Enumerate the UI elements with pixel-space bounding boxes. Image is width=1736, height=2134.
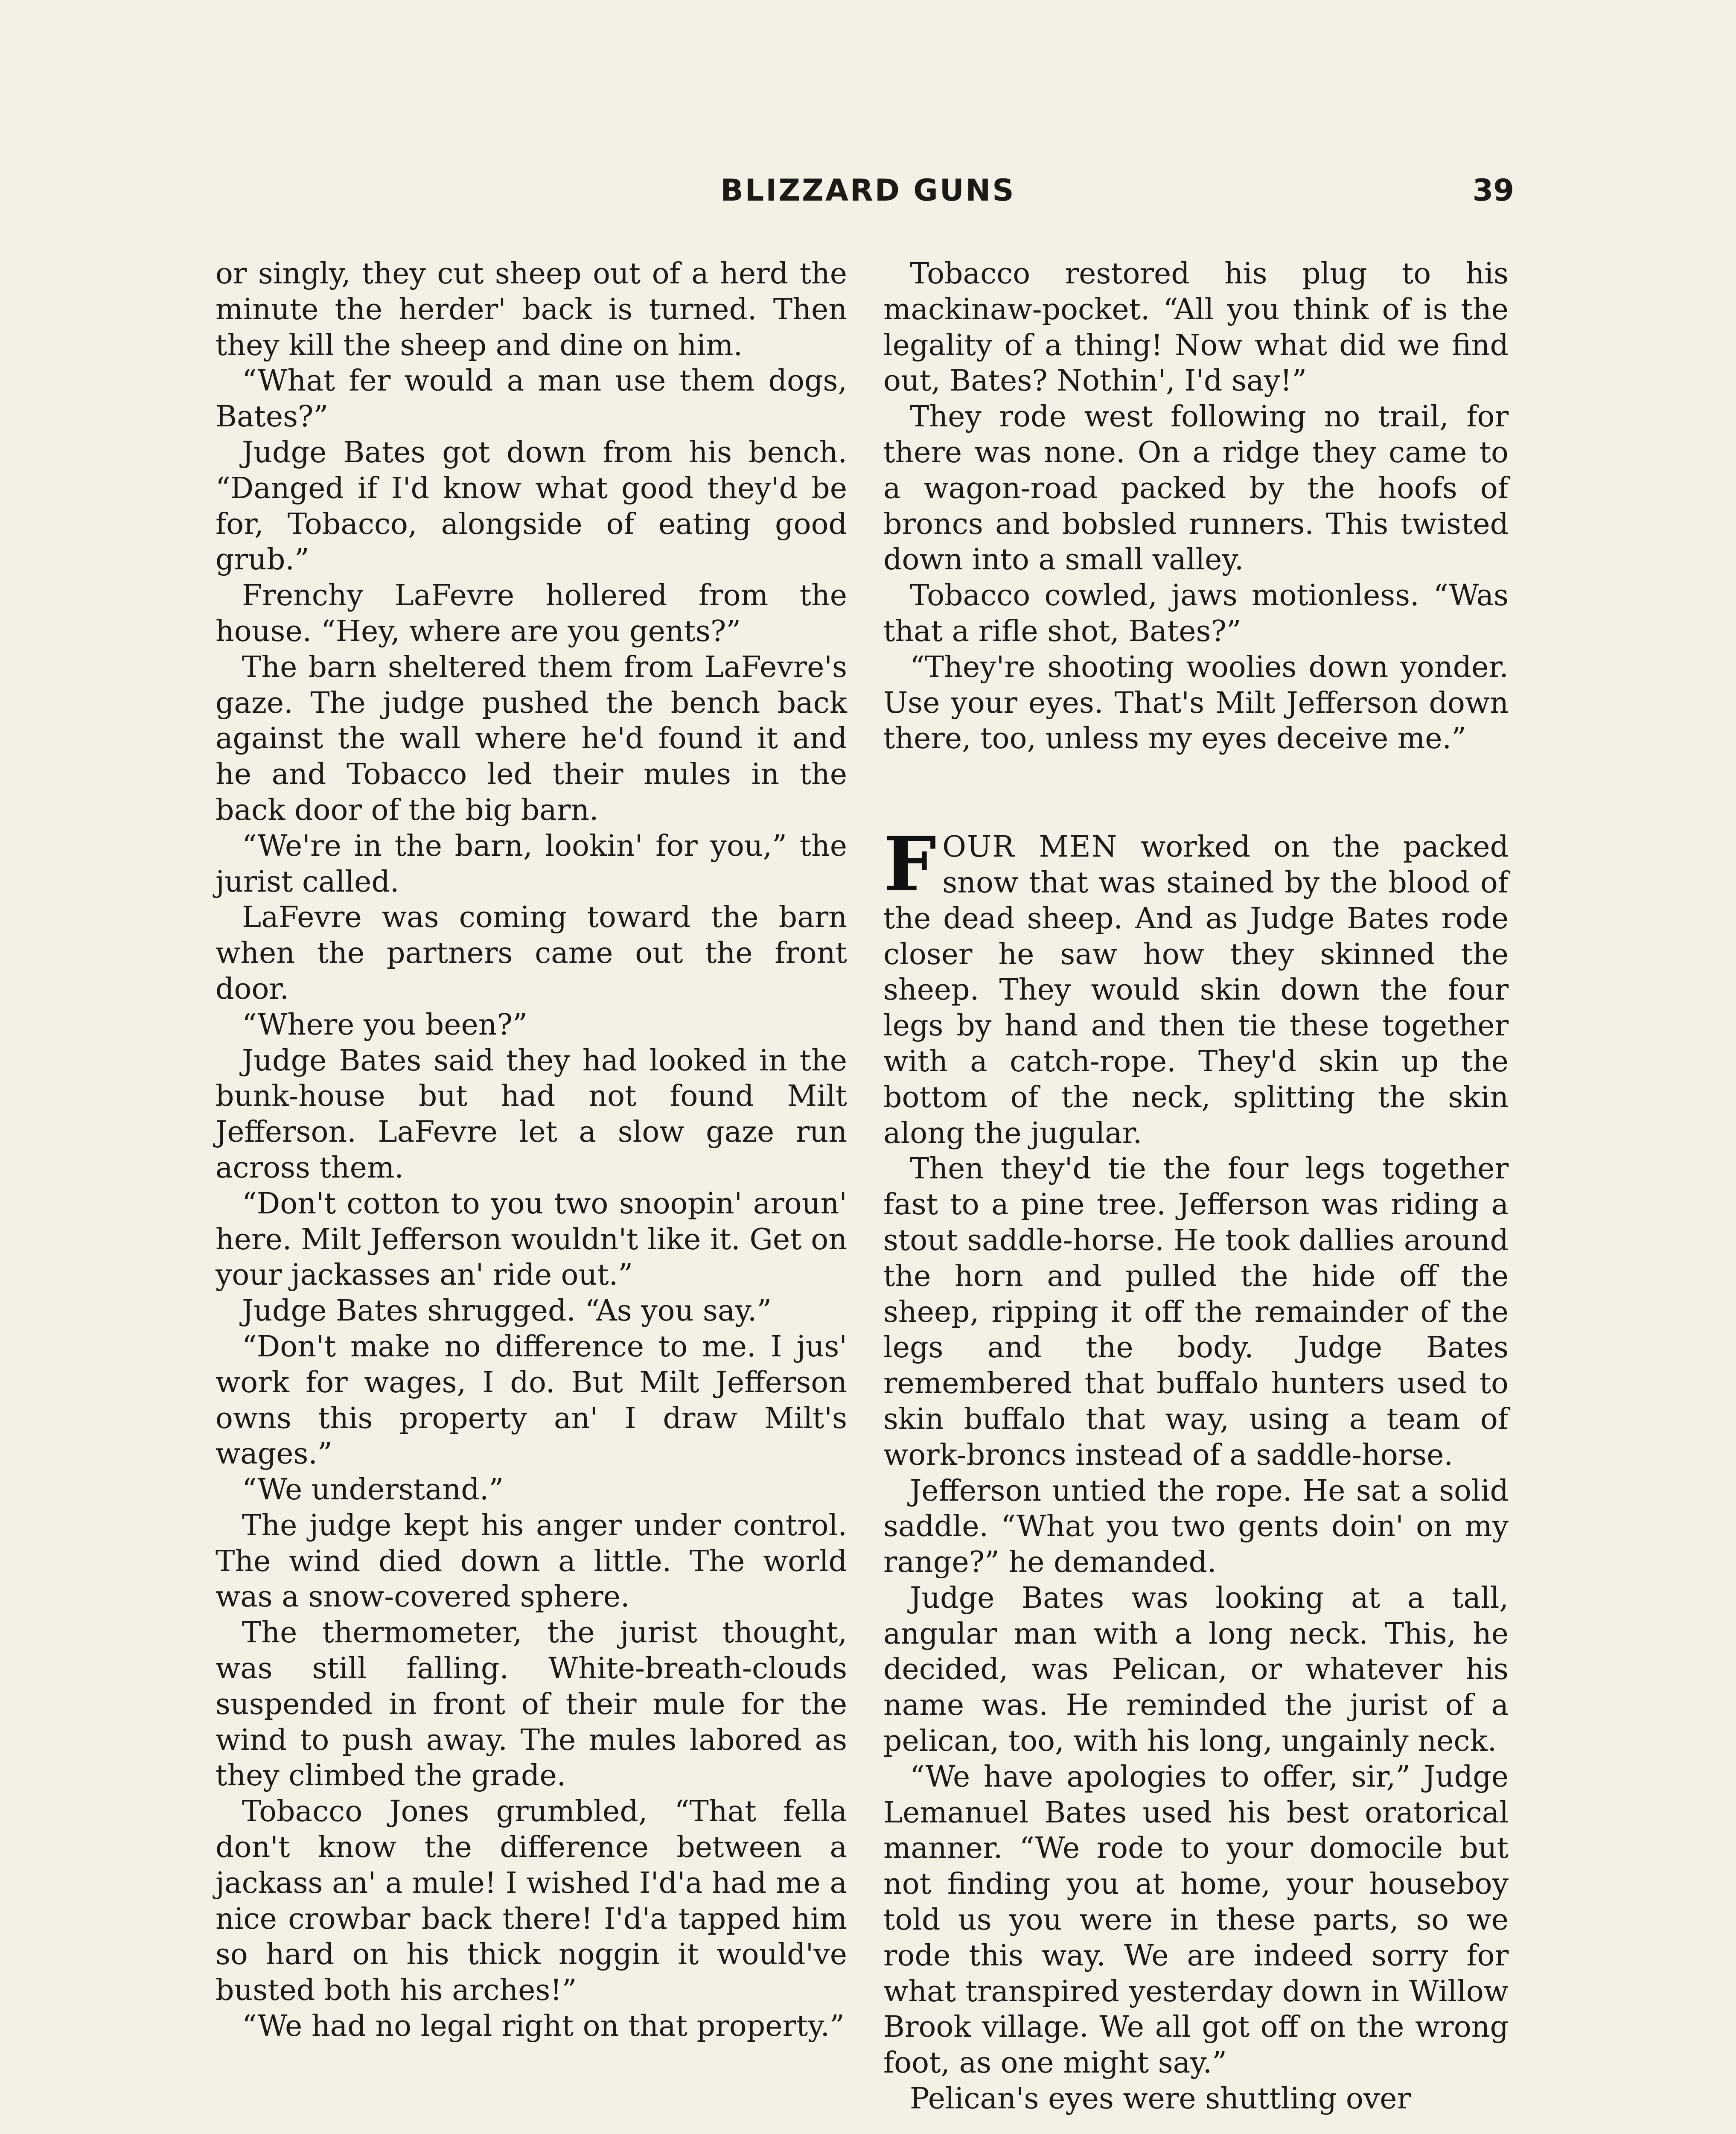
paragraph: “They're shooting woolies down yonder. Use your eyes. That's Milt Jefferson down there, too, unless my eyes deceive me.” <box>883 650 1509 756</box>
paragraph: The judge kept his anger under control. The wind died down a little. The world was a snow-covered sphere. <box>216 1508 847 1614</box>
paragraph: Pelican's eyes were shuttling over <box>910 2082 1411 2116</box>
paragraph: Judge Bates got down from his bench. “Danged if I'd know what good they'd be for, Tobacco, alongside of eating good grub.” <box>216 435 847 577</box>
section-break <box>883 757 1509 829</box>
paragraph: “We're in the barn, lookin' for you,” the jurist called. <box>216 829 847 899</box>
paragraph: The barn sheltered them from LaFevre's gaze. The judge pushed the bench back against the wall where he'd found it and he and Tobacco led their mules in the back door of the big barn. <box>216 650 847 827</box>
paragraph: “We had no legal right on that property.” <box>242 2009 845 2044</box>
paragraph: Tobacco Jones grumbled, “That fella don't know the difference between a jackass an' a mule! I wished I'd'a had me a nice crowbar back there! I'd'a tapped him so hard on his thick noggin it would've busted both his arches!” <box>216 1795 847 2008</box>
paragraph: Tobacco cowled, jaws motionless. “Was that a rifle shot, Bates?” <box>883 579 1509 648</box>
paragraph: Tobacco restored his plug to his mackinaw-pocket. “All you think of is the legality of a thing! Now what did we find out, Bates? Nothin', I'd say!” <box>883 257 1509 398</box>
right-column <box>883 256 1509 2117</box>
paragraph: “What fer would a man use them dogs, Bates?” <box>216 364 847 434</box>
paragraph: or singly, they cut sheep out of a herd the minute the herder' back is turned. Then they kill the sheep and dine on him. <box>216 257 847 362</box>
paragraph: They rode west following no trail, for there was none. On a ridge they came to a wagon-road packed by the hoofs of broncs and bobsled runners. This twisted down into a small valley. <box>883 400 1509 577</box>
running-head <box>222 173 1514 220</box>
lead-in-caps: OUR MEN <box>942 830 1118 864</box>
drop-cap: F <box>883 821 937 909</box>
paragraph: Judge Bates was looking at a tall, angular man with a long neck. This, he decided, was Pelican, or whatever his name was. He reminded the jurist of a pelican, too, with his long, ungainly neck. <box>883 1581 1509 1758</box>
page-number: 39 <box>1472 173 1514 208</box>
paragraph: “Don't cotton to you two snoopin' aroun' here. Milt Jefferson wouldn't like it. Get on your jackasses an' ride out.” <box>216 1187 847 1292</box>
paragraph: Judge Bates said they had looked in the bunk-house but had not found Milt Jefferson. LaFevre let a slow gaze run across them. <box>216 1044 847 1185</box>
paragraph: “Don't make no difference to me. I jus' work for wages, I do. But Milt Jefferson owns this property an' I draw Milt's wages.” <box>216 1329 847 1471</box>
paragraph: “Where you been?” <box>242 1008 527 1042</box>
paragraph: The thermometer, the jurist thought, was still falling. White-breath-clouds suspended in front of their mule for the wind to push away. The mules labored as they climbed the grade. <box>216 1616 847 1793</box>
paragraph: “We understand.” <box>242 1473 504 1507</box>
section-first-text: worked on the packed snow that was stained by the blood of the dead sheep. And as Judge Bates rode closer he saw how they skinned the sheep. They would skin down the four legs by hand and then tie these together with a catch-rope. They'd skin up the bottom of the neck, splitting the skin along the jugular. <box>883 830 1509 1150</box>
left-column <box>216 256 847 2044</box>
section-opening-paragraph <box>883 821 1509 1151</box>
paragraph: Judge Bates shrugged. “As you say.” <box>242 1294 772 1328</box>
paragraph: Jefferson untied the rope. He sat a solid saddle. “What you two gents doin' on my range?” he demanded. <box>883 1474 1509 1580</box>
paragraph: LaFevre was coming toward the barn when the partners came out the front door. <box>216 901 847 1006</box>
paragraph: Then they'd tie the four legs together fast to a pine tree. Jefferson was riding a stout saddle-horse. He took dallies around the horn and pulled the hide off the sheep, ripping it off the remainder of the legs and the body. Judge Bates remembered that buffalo hunters used to skin buffalo that way, using a team of work-broncs instead of a saddle-horse. <box>883 1152 1509 1472</box>
running-title: BLIZZARD GUNS <box>720 173 1016 208</box>
paragraph: Frenchy LaFevre hollered from the house. “Hey, where are you gents?” <box>216 579 847 648</box>
paragraph: “We have apologies to offer, sir,” Judge Lemanuel Bates used his best oratorical manner. “We rode to your domocile but not finding you at home, your houseboy told us you were in these parts, so we rode this way. We are indeed sorry for what transpired yesterday down in Willow Brook village. We all got off on the wrong foot, as one might say.” <box>883 1760 1509 2080</box>
